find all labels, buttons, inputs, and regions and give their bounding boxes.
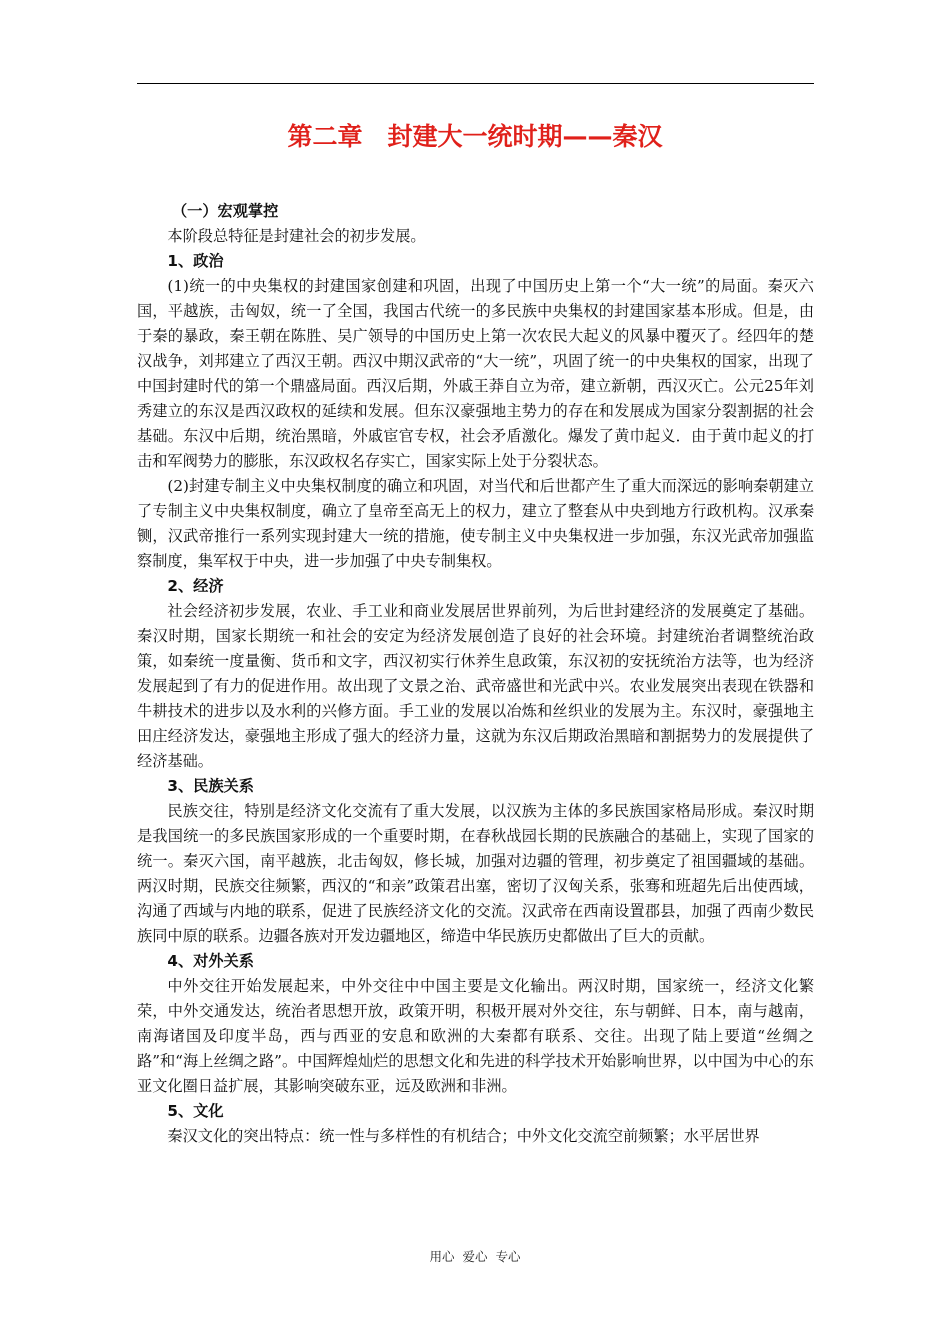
culture-paragraph: 秦汉文化的突出特点：统一性与多样性的有机结合；中外文化交流空前频繁；水平居世界 [167, 1127, 760, 1145]
section-heading-macro: （一）宏观掌控 [171, 202, 279, 220]
chapter-title: 第二章 封建大一统时期——秦汉 [287, 122, 663, 151]
section-heading-culture: 5、文化 [167, 1102, 224, 1120]
section-heading-politics: 1、政治 [167, 252, 224, 270]
section-heading-ethnic: 3、民族关系 [167, 777, 254, 795]
economy-paragraph: 社会经济初步发展，农业、手工业和商业发展居世界前列，为后世封建经济的发展奠定了基础。秦汉时期，国家长期统一和社会的安定为经济发展创造了良好的社会环境。封建统治者调整统治政策，如秦统一度量衡、货币和文字，西汉初实行休养生息政策，东汉初的安抚统治方法等，也为经济发展起到了有力的促进作用。故出现了文景之治、武帝盛世和光武中兴。农业发展突出表现在铁器和牛耕技术的进步以及水利的兴修方面。手工业的发展以冶炼和丝织业的发展为主。东汉时，豪强地主田庄经济发达，豪强地主形成了强大的经济力量，这就为东汉后期政治黑暗和割据势力的发展提供了经济基础。 [137, 602, 814, 770]
macro-intro-paragraph: 本阶段总特征是封建社会的初步发展。 [167, 227, 426, 245]
politics-paragraph-1: (1)统一的中央集权的封建国家创建和巩固，出现了中国历史上第一个“大一统”的局面。秦灭六国，平越族，击匈奴，统一了全国，我国古代统一的多民族中央集权的封建国家基本形成。但是，由于秦的暴政，秦王朝在陈胜、吴广领导的中国历史上第一次农民大起义的风暴中覆灭了。经四年的楚汉战争，刘邦建立了西汉王朝。西汉中期汉武帝的“大一统”，巩固了统一的中央集权的国家，出现了中国封建时代的第一个鼎盛局面。西汉后期，外戚王莽自立为帝，建立新朝，西汉灭亡。公元25年刘秀建立的东汉是西汉政权的延续和发展。但东汉豪强地主势力的存在和发展成为国家分裂割据的社会基础。东汉中后期，统治黑暗，外戚宦官专权，社会矛盾激化。爆发了黄巾起义．由于黄巾起义的打击和军阀势力的膨胀，东汉政权名存实亡，国家实际上处于分裂状态。 [137, 277, 814, 470]
page-footer: 用心 爱心 专心 [429, 1249, 521, 1264]
politics-paragraph-2: (2)封建专制主义中央集权制度的确立和巩固，对当代和后世都产生了重大而深远的影响秦朝建立了专制主义中央集权制度，确立了皇帝至高无上的权力，建立了整套从中央到地方行政机构。汉承秦铡，汉武帝推行一系列实现封建大一统的措施，使专制主义中央集权进一步加强，东汉光武帝加强监察制度，集军权于中央，进一步加强了中央专制集权。 [137, 477, 814, 570]
foreign-paragraph: 中外交往开始发展起来，中外交往中中国主要是文化输出。两汉时期，国家统一，经济文化繁荣，中外交通发达，统治者思想开放，政策开明，积极开展对外交往，东与朝鲜、日本，南与越南，南海诸国及印度半岛，西与西亚的安息和欧洲的大秦都有联系、交往。出现了陆上要道“丝绸之路”和“海上丝绸之路”。中国辉煌灿烂的思想文化和先进的科学技术开始影响世界，以中国为中心的东亚文化圈日益扩展，其影响突破东亚，远及欧洲和非洲。 [137, 977, 814, 1095]
section-heading-economy: 2、经济 [167, 577, 224, 595]
ethnic-paragraph: 民族交往，特别是经济文化交流有了重大发展，以汉族为主体的多民族国家格局形成。秦汉时期是我国统一的多民族国家形成的一个重要时期，在春秋战园长期的民族融合的基础上，实现了国家的统一。秦灭六国，南平越族，北击匈奴，修长城，加强对边疆的管理，初步奠定了祖国疆域的基础。两汉时期，民族交往频繁，西汉的“和亲”政策君出塞，密切了汉匈关系，张骞和班超先后出使西域，沟通了西域与内地的联系，促进了民族经济文化的交流。汉武帝在西南设置郡县，加强了西南少数民族同中原的联系。边疆各族对开发边疆地区，缔造中华民族历史都做出了巨大的贡献。 [137, 802, 814, 945]
document-body [137, 199, 814, 1149]
header-rule [137, 83, 814, 84]
section-heading-foreign: 4、对外关系 [167, 952, 254, 970]
